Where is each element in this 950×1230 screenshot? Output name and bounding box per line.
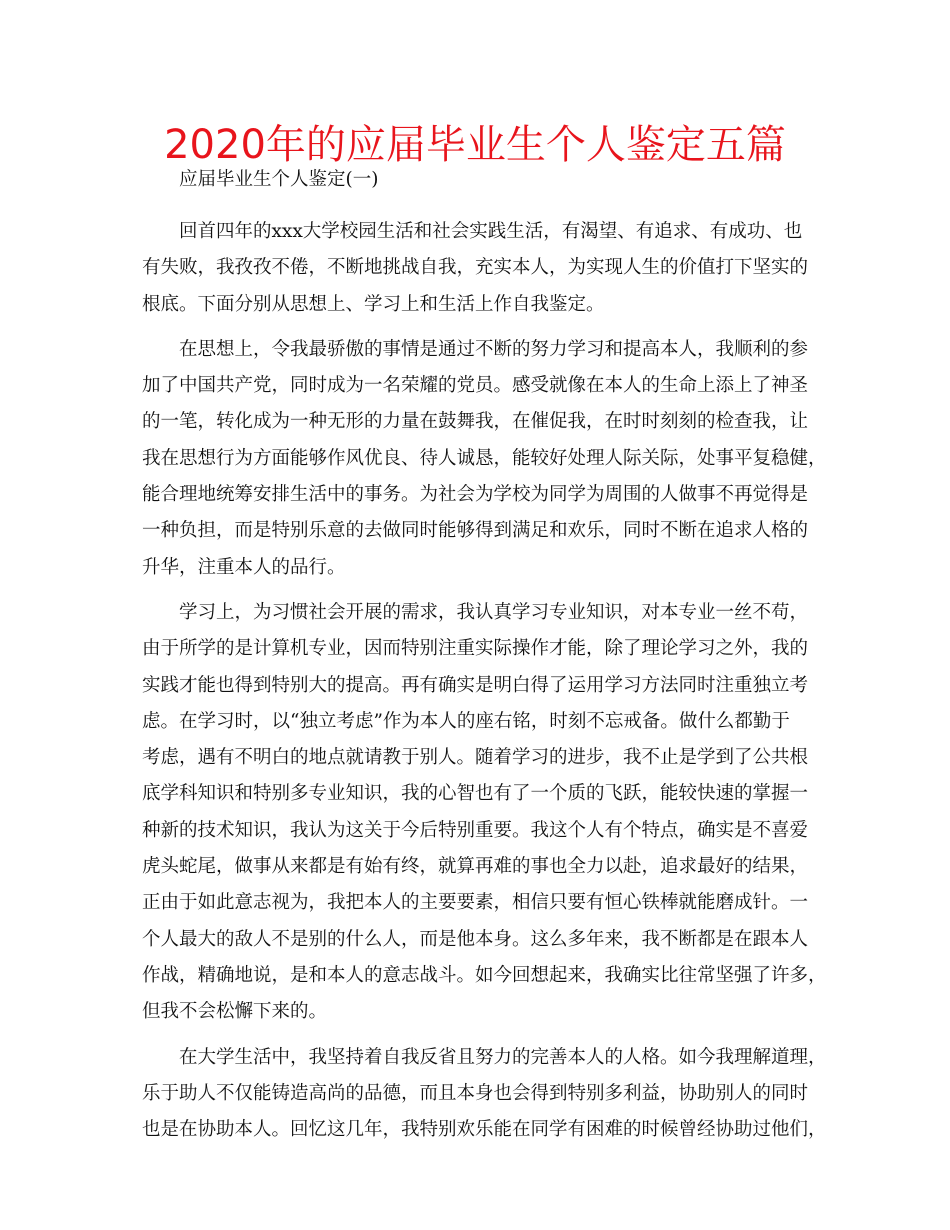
section-subtitle: 应届毕业生个人鉴定(一): [179, 169, 379, 190]
text-line: 虑。在学习时，以“独立考虑”作为本人的座右铭，时刻不忘戒备。做什么都勤于: [142, 710, 790, 732]
paragraph: [142, 595, 830, 1031]
paragraph: [142, 1040, 830, 1149]
text-line: 实践才能也得到特别大的提高。再有确实是明白得了运用学习方法同时注重独立考: [142, 674, 809, 696]
text-line: 种新的技术知识，我认为这关于今后特别重要。我这个人有个特点，确实是不喜爱: [142, 819, 809, 841]
document-title: 2020年的应届毕业生个人鉴定五篇: [164, 122, 786, 168]
text-line: 考虑，遇有不明白的地点就请教于别人。随着学习的进步，我不止是学到了公共根: [142, 747, 809, 769]
text-line: 底学科知识和特别多专业知识，我的心智也有了一个质的飞跃，能较快速的掌握一: [142, 783, 809, 805]
text-line: 有失败，我孜孜不倦，不断地挑战自我，充实本人，为实现人生的价值打下坚实的: [142, 257, 809, 279]
text-line: 根底。下面分别从思想上、学习上和生活上作自我鉴定。: [142, 293, 605, 315]
text-line: 加了中国共产党，同时成为一名荣耀的党员。感受就像在本人的生命上添上了神圣: [142, 375, 809, 397]
text-line: 正由于如此意志视为，我把本人的主要要素，相信只要有恒心铁棒就能磨成针。一: [142, 892, 809, 914]
text-line: 我在思想行为方面能够作风优良、待人诚恳，能较好处理人际关际，处事平复稳健，: [142, 447, 827, 469]
text-line: 但我不会松懈下来的。: [142, 1001, 328, 1023]
text-line: 乐于助人不仅能铸造高尚的品德，而且本身也会得到特别多利益，协助别人的同时: [142, 1082, 809, 1104]
text-line: 作战，精确地说，是和本人的意志战斗。如今回想起来，我确实比往常坚强了许多，: [142, 964, 827, 986]
text-line: 在思想上，令我最骄傲的事情是通过不断的努力学习和提高本人，我顺利的参: [179, 338, 809, 360]
text-line: 由于所学的是计算机专业，因而特别注重实际操作才能，除了理论学习之外，我的: [142, 638, 809, 660]
text-line: 虎头蛇尾，做事从来都是有始有终，就算再难的事也全力以赴，追求最好的结果，: [142, 856, 809, 878]
document-body: [142, 166, 830, 1148]
paragraph: [142, 214, 830, 323]
text-line: 学习上，为习惯社会开展的需求，我认真学习专业知识，对本专业一丝不苟，: [179, 601, 809, 623]
paragraph: [142, 332, 830, 586]
text-line: 在大学生活中，我坚持着自我反省且努力的完善本人的人格。如今我理解道理，: [179, 1046, 827, 1068]
text-line: 能合理地统筹安排生活中的事务。为社会为学校为同学为周围的人做事不再觉得是: [142, 484, 809, 506]
text-line: 一种负担，而是特别乐意的去做同时能够得到满足和欢乐，同时不断在追求人格的: [142, 520, 809, 542]
text-line: 升华，注重本人的品行。: [142, 556, 346, 578]
text-line: 的一笔，转化成为一种无形的力量在鼓舞我，在催促我，在时时刻刻的检查我，让: [142, 411, 809, 433]
text-line: 也是在协助本人。回忆这几年，我特别欢乐能在同学有困难的时候曾经协助过他们，: [142, 1119, 827, 1141]
text-line: 回首四年的xxx大学校园生活和社会实践生活，有渴望、有追求、有成功、也: [179, 221, 803, 242]
text-line: 个人最大的敌人不是别的什么人，而是他本身。这么多年来，我不断都是在跟本人: [142, 928, 809, 950]
